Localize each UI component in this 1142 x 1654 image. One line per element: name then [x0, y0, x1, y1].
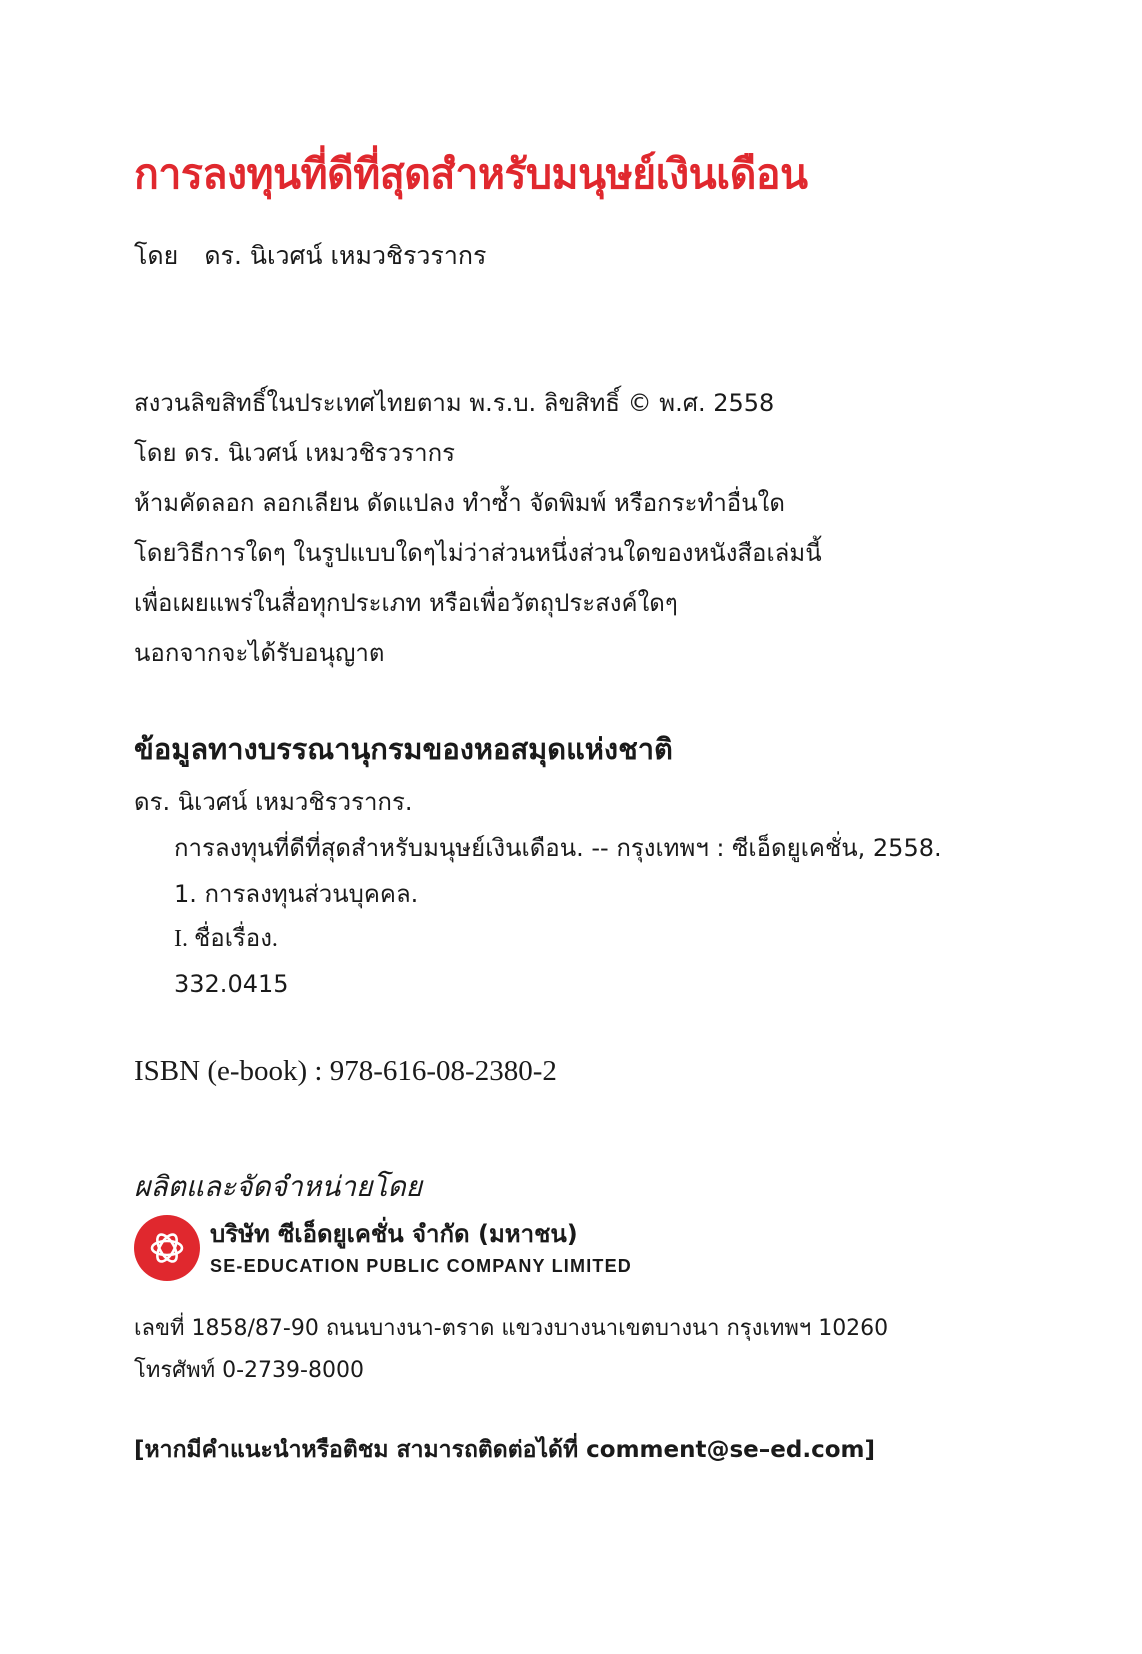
publisher-name-english: SE-EDUCATION PUBLIC COMPANY LIMITED [210, 1256, 633, 1276]
cip-classification: 332.0415 [174, 970, 289, 998]
cip-title-line: การลงทุนที่ดีที่สุดสำหรับมนุษย์เงินเดือน. -- กรุงเทพฯ : ซีเอ็ดยูเคชั่น, 2558. [174, 834, 942, 862]
cip-author: ดร. นิเวศน์ เหมวชิรวรากร. [134, 788, 413, 816]
publisher-name-thai: บริษัท ซีเอ็ดยูเคชั่น จำกัด (มหาชน) [210, 1220, 578, 1248]
author-name: ดร. นิเวศน์ เหมวชิรวรากร [204, 241, 487, 270]
feedback-contact: [หากมีคำแนะนำหรือติชม สามารถติดต่อได้ที่ comment@se–ed.com] [134, 1437, 875, 1463]
copyright-line: โดย ดร. นิเวศน์ เหมวชิรวรากร [134, 439, 456, 467]
copyright-line: นอกจากจะได้รับอนุญาต [134, 639, 385, 667]
publisher-phone: โทรศัพท์ 0-2739-8000 [134, 1358, 364, 1383]
cip-subject: 1. การลงทุนส่วนบุคคล. [174, 880, 419, 908]
cip-heading: ข้อมูลทางบรรณานุกรมของหอสมุดแห่งชาติ [134, 732, 673, 766]
publisher-logo-icon [134, 1215, 200, 1281]
book-title: การลงทุนที่ดีที่สุดสำหรับมนุษย์เงินเดือน [134, 150, 808, 198]
byline-prefix: โดย [134, 241, 179, 270]
cip-title-entry: I. ชื่อเรื่อง. [174, 926, 278, 952]
copyright-line: ห้ามคัดลอก ลอกเลียน ดัดแปลง ทำซ้ำ จัดพิมพ์ หรือกระทำอื่นใด [134, 489, 785, 517]
publisher-address-block [134, 1308, 888, 1392]
copyright-line: สงวนลิขสิทธิ์ในประเทศไทยตาม พ.ร.บ. ลิขสิทธิ์ © พ.ศ. 2558 [134, 389, 775, 417]
copyright-line: โดยวิธีการใดๆ ในรูปแบบใดๆไม่ว่าส่วนหนึ่งส่วนใดของหนังสือเล่มนี้ [134, 539, 822, 567]
produced-by-label: ผลิตและจัดจำหน่ายโดย [134, 1170, 423, 1203]
copyright-notice [134, 378, 822, 678]
isbn: ISBN (e-book) : 978-616-08-2380-2 [134, 1055, 557, 1087]
author-byline [134, 236, 486, 276]
copyright-line: เพื่อเผยแพร่ในสื่อทุกประเภท หรือเพื่อวัตถุประสงค์ใดๆ [134, 589, 678, 617]
publisher-address: เลขที่ 1858/87-90 ถนนบางนา-ตราด แขวงบางนาเขตบางนา กรุงเทพฯ 10260 [134, 1316, 889, 1341]
